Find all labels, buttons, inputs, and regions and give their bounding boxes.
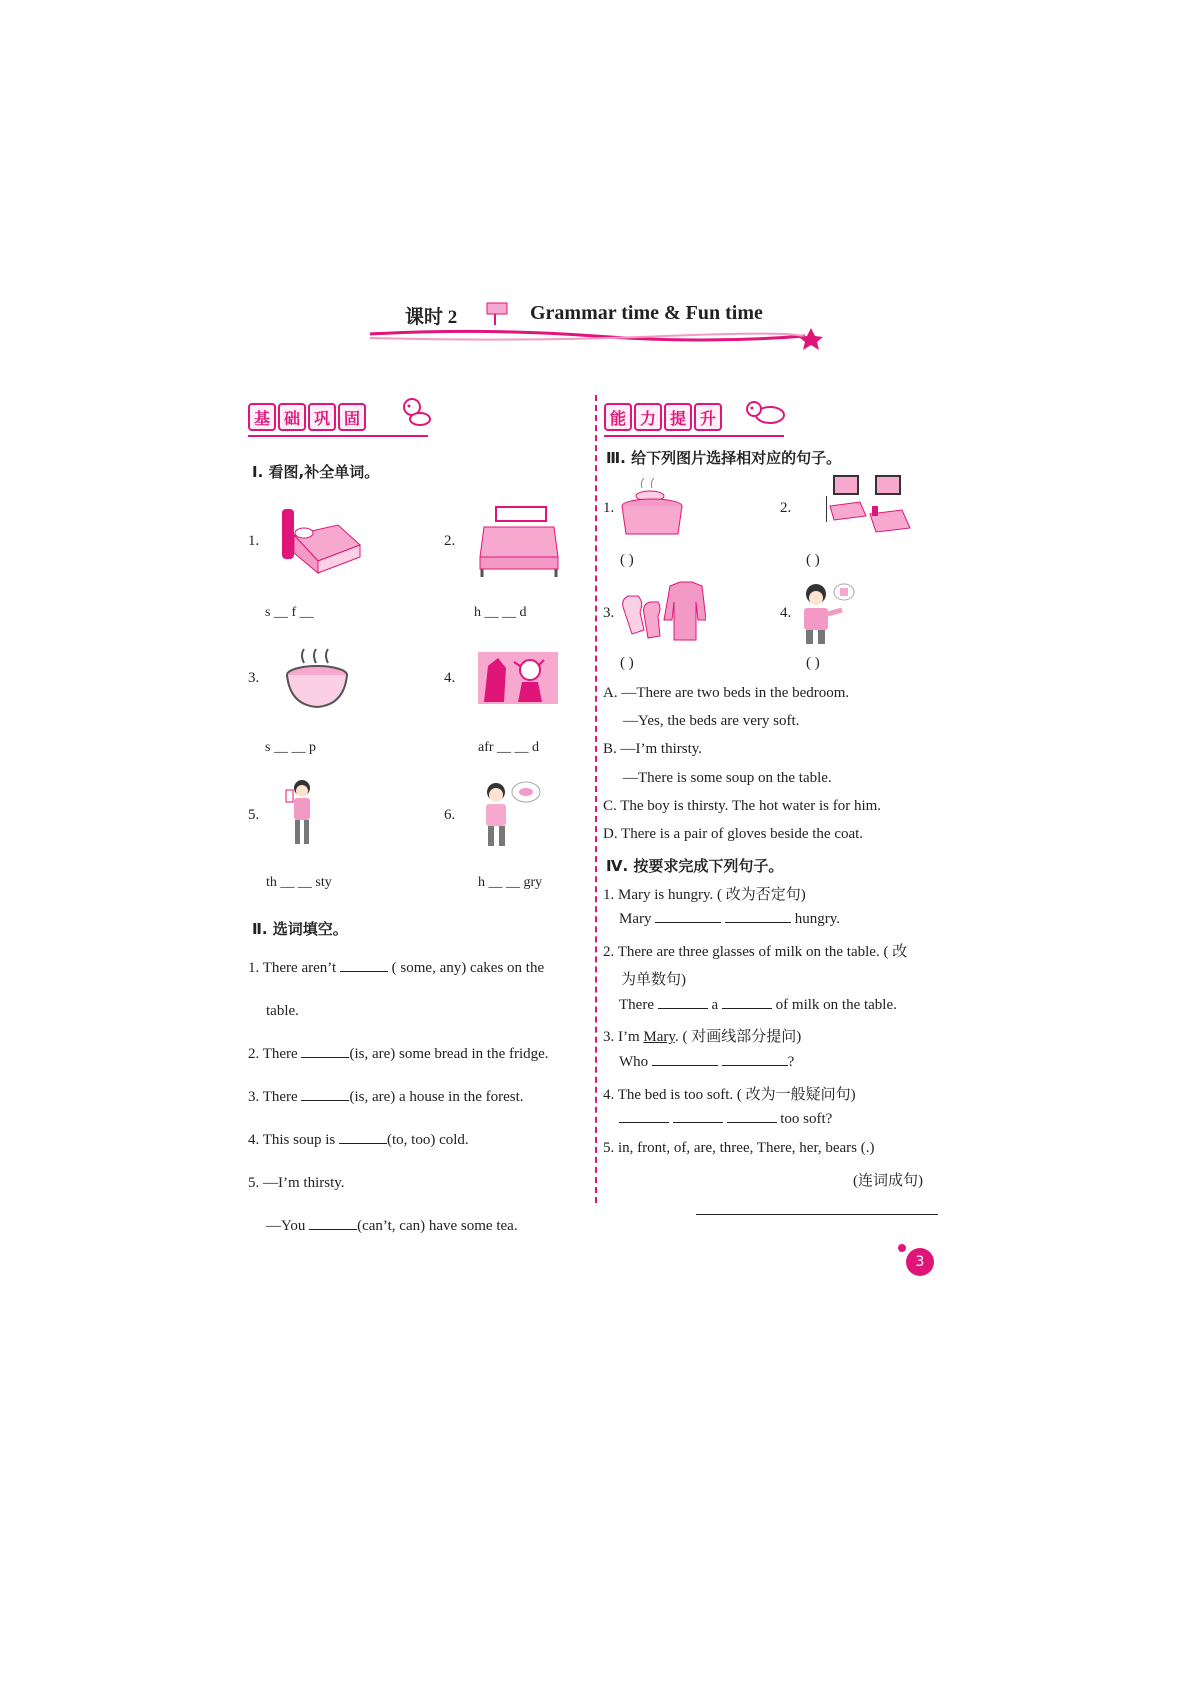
- question-text: 2. There: [248, 1046, 298, 1062]
- question-continued: table.: [266, 1003, 299, 1019]
- part4-heading: Ⅳ. 按要求完成下列句子。: [606, 857, 784, 875]
- cartoon-dog-icon: [744, 397, 788, 427]
- question-text: 3. There: [248, 1089, 298, 1105]
- question-continued: 为单数句): [621, 972, 686, 988]
- boy-thirsty-icon: [796, 580, 866, 646]
- answer-paren[interactable]: ( ): [806, 552, 820, 568]
- badge-char: 升: [694, 403, 722, 431]
- question-text: Mary: [619, 911, 652, 927]
- lesson-label: 课时 2: [405, 307, 458, 328]
- section-underline: [604, 435, 784, 437]
- question-text: (can’t, can) have some tea.: [357, 1218, 518, 1234]
- word-hint: s __ __ p: [265, 740, 316, 755]
- word-hint: h __ __ gry: [478, 875, 543, 890]
- signpost-icon: [483, 300, 513, 326]
- question-text: 4. This soup is: [248, 1132, 336, 1148]
- answer-paren[interactable]: ( ): [620, 655, 634, 671]
- item-number: 4.: [444, 670, 456, 686]
- question-text: hungry.: [794, 911, 841, 927]
- answer-blank[interactable]: [658, 1008, 708, 1009]
- part2-heading: Ⅱ. 选词填空。: [252, 920, 348, 938]
- question-text: ( some, any) cakes on the: [391, 960, 545, 976]
- question: 4. The bed is too soft. ( 改为一般疑问句): [603, 1087, 856, 1103]
- section-badge-advanced: [604, 403, 794, 437]
- item-number: 6.: [444, 807, 456, 823]
- question-text: 3. I’m: [603, 1029, 644, 1045]
- question: 5. in, front, of, are, three, There, her, bears (.): [603, 1140, 875, 1156]
- word-hint: th __ __ sty: [266, 875, 332, 890]
- badge-char: 础: [278, 403, 306, 431]
- answer-line-row: [619, 911, 840, 928]
- question-text: —You: [266, 1218, 306, 1234]
- answer-blank[interactable]: [722, 1008, 772, 1009]
- boy-hungry-icon: [474, 778, 544, 850]
- question-text: ?: [787, 1054, 795, 1070]
- answer-blank[interactable]: [655, 922, 721, 923]
- question-note: (连词成句): [853, 1173, 923, 1189]
- bed-icon: [278, 505, 363, 579]
- answer-line-row: [619, 997, 897, 1014]
- part1-heading: Ⅰ. 看图,补全单词。: [252, 463, 380, 481]
- option-b-reply: —There is some soup on the table.: [623, 770, 832, 786]
- answer-line[interactable]: [696, 1214, 938, 1215]
- question: [248, 1132, 469, 1149]
- answer-blank[interactable]: [301, 1100, 349, 1101]
- option-b: B. —I’m thirsty.: [603, 741, 703, 757]
- question-text: (to, too) cold.: [387, 1132, 469, 1148]
- item-number: 1.: [603, 500, 615, 516]
- word-hint: h __ __ d: [474, 605, 527, 620]
- answer-line-row: [619, 1054, 794, 1071]
- question: [248, 1089, 524, 1106]
- underlined-word: Mary: [643, 1029, 675, 1045]
- boy-drinking-icon: [280, 778, 320, 850]
- option-a: A. —There are two beds in the bedroom.: [603, 685, 850, 701]
- question: [603, 1025, 801, 1046]
- badge-char: 基: [248, 403, 276, 431]
- question: 2. There are three glasses of milk on the table. ( 改: [603, 944, 908, 960]
- question-text: Who: [619, 1054, 649, 1070]
- table-soup-icon: [620, 478, 684, 542]
- part3-heading: Ⅲ. 给下列图片选择相对应的句子。: [606, 449, 842, 467]
- answer-blank[interactable]: [619, 1122, 669, 1123]
- cartoon-dog-icon: [398, 395, 434, 429]
- option-a-reply: —Yes, the beds are very soft.: [623, 713, 800, 729]
- answer-blank[interactable]: [727, 1122, 777, 1123]
- answer-blank[interactable]: [340, 971, 388, 972]
- question: [248, 1046, 549, 1063]
- page-number: 3: [906, 1248, 934, 1276]
- answer-blank[interactable]: [673, 1122, 723, 1123]
- word-hint: s __ f __: [265, 605, 314, 620]
- soup-bowl-icon: [282, 645, 352, 715]
- badge-char: 巩: [308, 403, 336, 431]
- question-text: of milk on the table.: [775, 997, 897, 1013]
- question: 1. Mary is hungry. ( 改为否定句): [603, 887, 806, 903]
- answer-blank[interactable]: [301, 1057, 349, 1058]
- section-underline: [248, 435, 428, 437]
- item-number: 2.: [780, 500, 792, 516]
- answer-blank[interactable]: [339, 1143, 387, 1144]
- item-number: 1.: [248, 533, 260, 549]
- option-c: C. The boy is thirsty. The hot water is for him.: [603, 798, 882, 814]
- badge-char: 提: [664, 403, 692, 431]
- item-number: 3.: [248, 670, 260, 686]
- option-d: D. There is a pair of gloves beside the coat.: [603, 826, 864, 842]
- gloves-coat-icon: [618, 580, 706, 646]
- question-text: (is, are) a house in the forest.: [349, 1089, 524, 1105]
- item-number: 5.: [248, 807, 260, 823]
- answer-paren[interactable]: ( ): [806, 655, 820, 671]
- answer-paren[interactable]: ( ): [620, 552, 634, 568]
- badge-char: 固: [338, 403, 366, 431]
- column-divider: [595, 395, 597, 1203]
- answer-blank[interactable]: [652, 1065, 718, 1066]
- question: [266, 1218, 518, 1235]
- scared-girl-icon: [478, 652, 558, 704]
- lesson-title: Grammar time & Fun time: [530, 302, 763, 324]
- bed-front-icon: [476, 505, 561, 579]
- question-text: too soft?: [780, 1111, 833, 1127]
- question: 5. —I’m thirsty.: [248, 1175, 345, 1191]
- question-text: . ( 对画线部分提问): [674, 1029, 802, 1045]
- page-number-dot: [898, 1244, 906, 1252]
- question-text: There: [619, 997, 654, 1013]
- answer-line-row: [619, 1111, 832, 1128]
- item-number: 2.: [444, 533, 456, 549]
- question-text: (is, are) some bread in the fridge.: [349, 1046, 549, 1062]
- answer-blank[interactable]: [725, 922, 791, 923]
- word-hint: afr __ __ d: [478, 740, 540, 755]
- item-number: 3.: [603, 605, 615, 621]
- question-text: a: [711, 997, 719, 1013]
- question-text: 1. There aren’t: [248, 960, 337, 976]
- question: [248, 960, 544, 977]
- answer-blank[interactable]: [309, 1229, 357, 1230]
- badge-char: 能: [604, 403, 632, 431]
- badge-char: 力: [634, 403, 662, 431]
- header-decoration: [365, 328, 825, 350]
- lesson-header: [365, 300, 825, 346]
- bedroom-two-beds-icon: [826, 474, 912, 544]
- section-badge-basic: [248, 403, 438, 437]
- answer-blank[interactable]: [722, 1065, 788, 1066]
- item-number: 4.: [780, 605, 792, 621]
